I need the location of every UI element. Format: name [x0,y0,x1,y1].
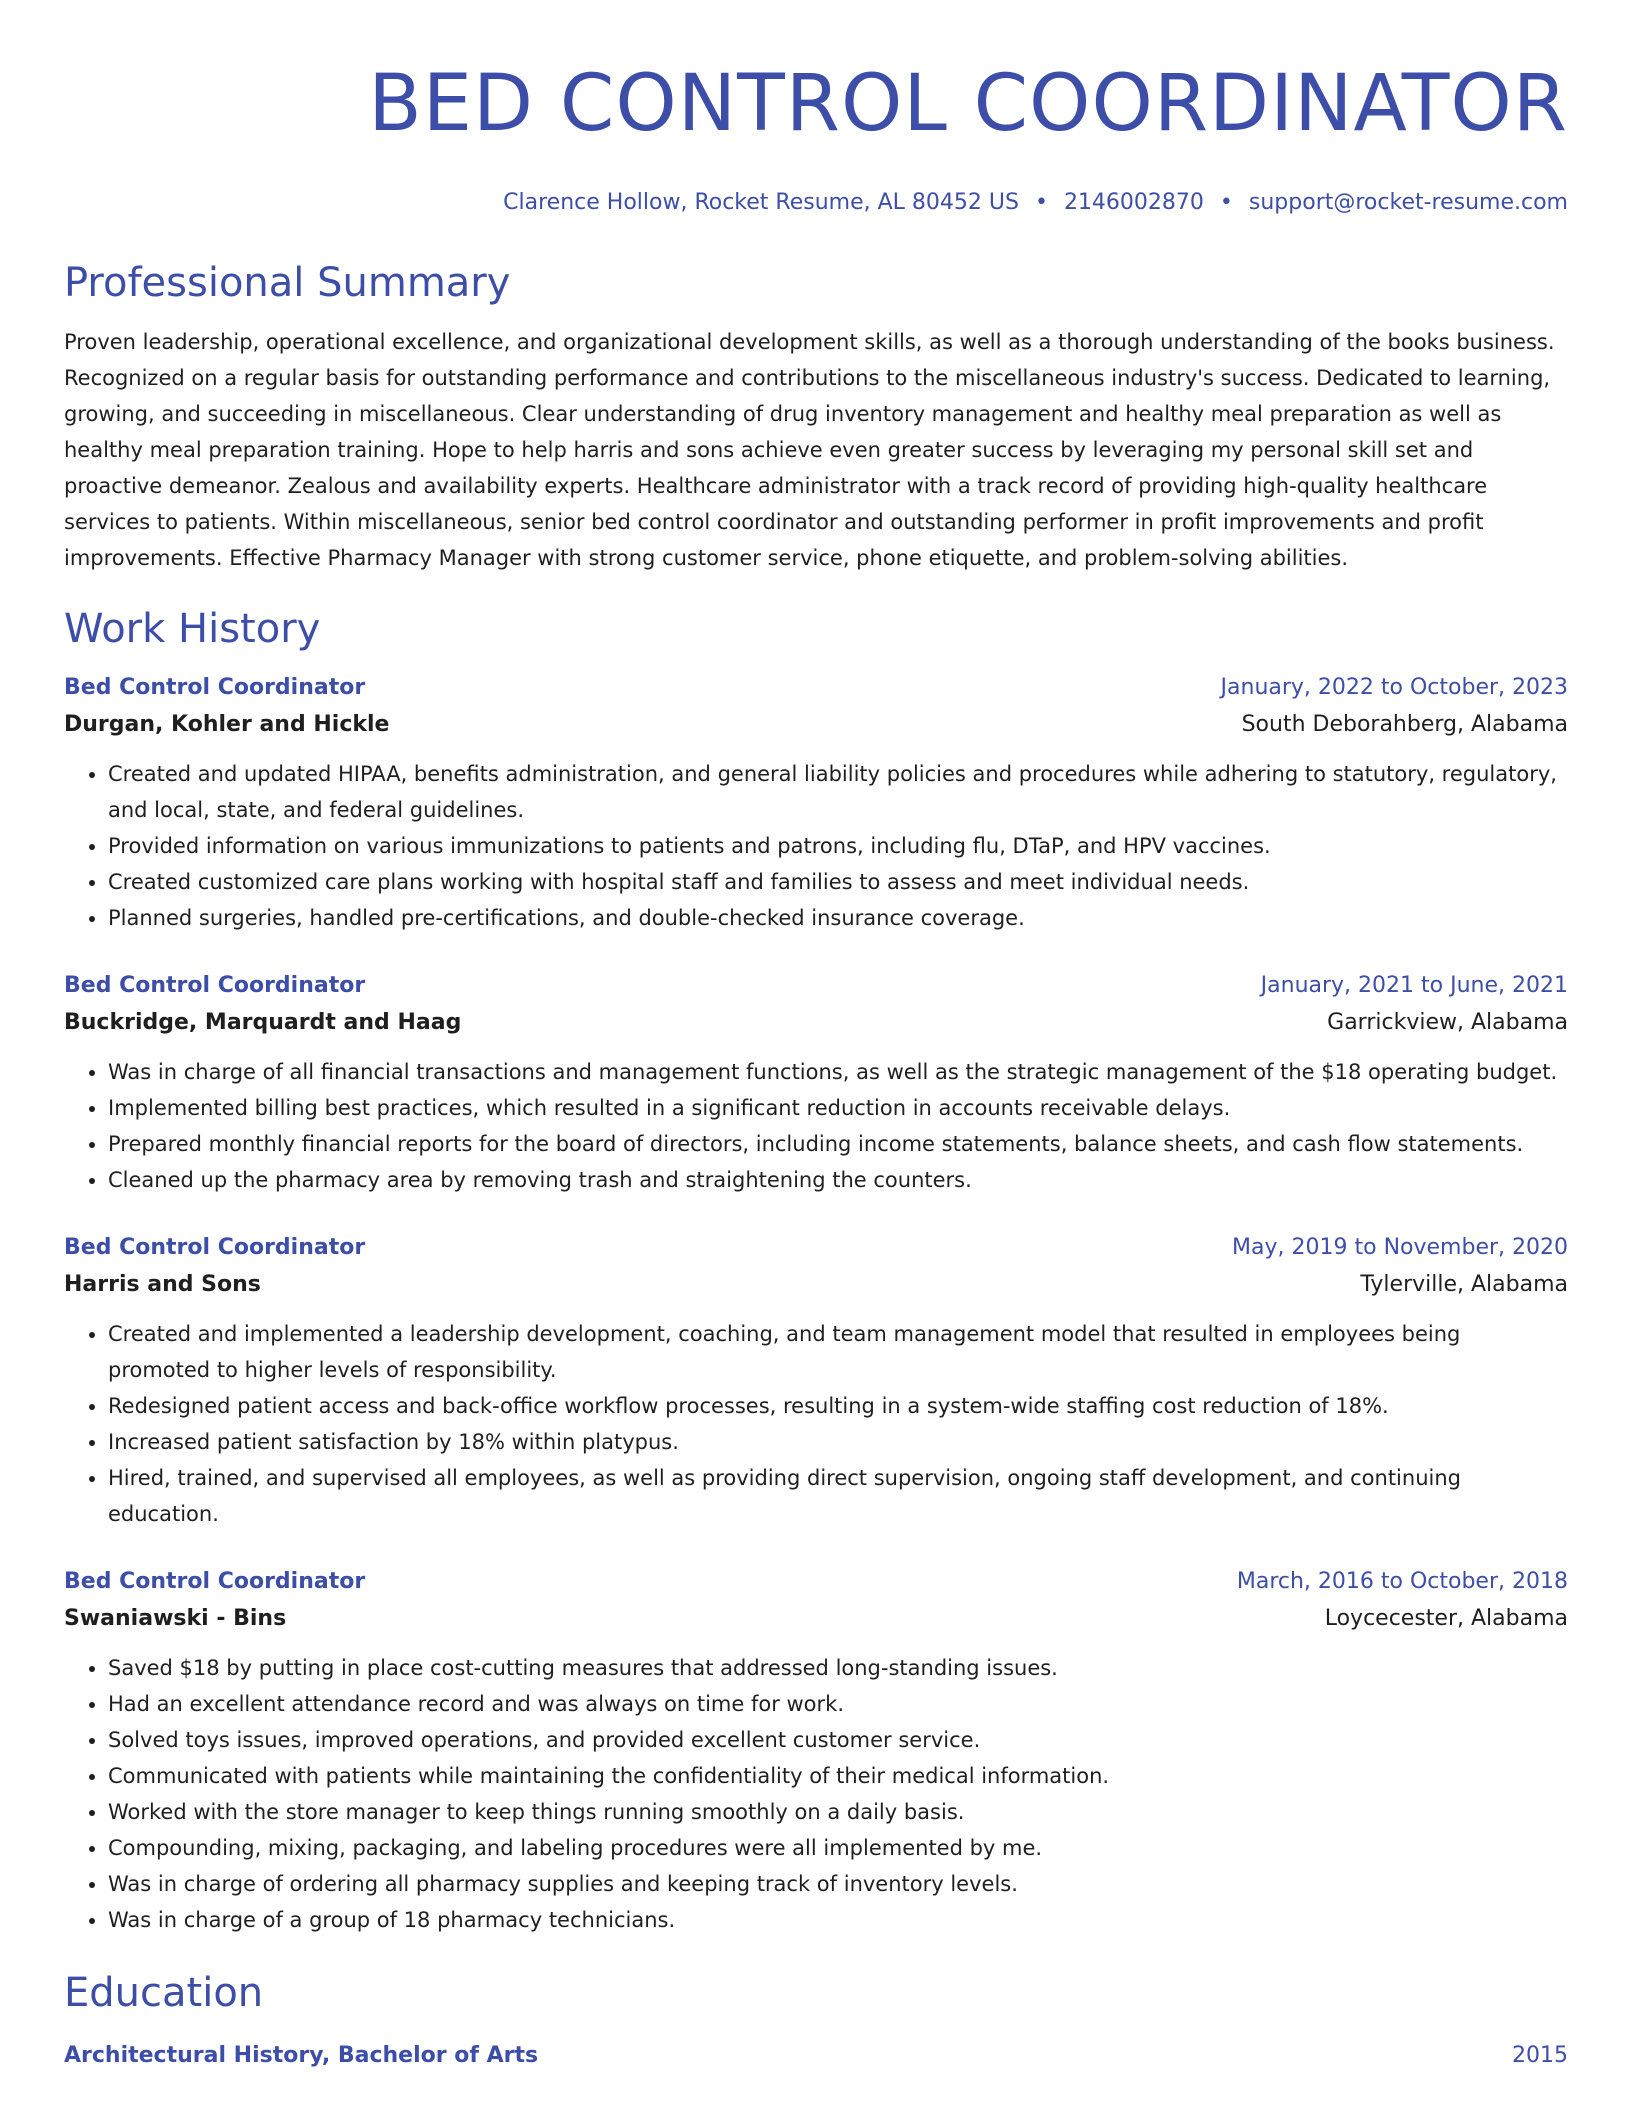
job-bullet: • Increased patient satisfaction by 18% within platypus. [108,1424,1568,1460]
resume-page [64,0,1568,2074]
job-company: Swaniawski - Bins [64,1606,287,1631]
job-dates: March, 2016 to October, 2018 [1236,1569,1568,1594]
separator-dot: • [1219,190,1233,215]
job-bullets [64,756,1568,936]
job-dates: January, 2022 to October, 2023 [1220,675,1568,700]
job-entry [64,670,1568,936]
job-entry [64,968,1568,1198]
job-title: Bed Control Coordinator [64,675,366,700]
education-degree: Architectural History, Bachelor of Arts [64,2043,539,2068]
job-bullets [64,1316,1568,1532]
job-dates: May, 2019 to November, 2020 [1232,1235,1568,1260]
job-bullet: • Implemented billing best practices, which resulted in a significant reduction in accounts receivable delays. [108,1090,1568,1126]
job-bullet: • Created customized care plans working with hospital staff and families to assess and meet individual needs. [108,864,1568,900]
job-title: Bed Control Coordinator [64,1235,366,1260]
job-bullet: • Cleaned up the pharmacy area by removing trash and straightening the counters. [108,1162,1568,1198]
education-heading: Education [64,1970,264,2016]
summary-heading: Professional Summary [64,260,511,306]
job-bullet: • Solved toys issues, improved operations, and provided excellent customer service. [108,1722,1568,1758]
work-history-heading: Work History [64,606,321,652]
job-entry [64,1564,1568,1938]
job-entry [64,1230,1568,1532]
job-bullet: • Created and updated HIPAA, benefits administration, and general liability policies and procedures while adhering to statutory, regulatory, and local, state, and federal guidelines. [108,756,1568,828]
contact-email: support@rocket-resume.com [1248,190,1568,215]
job-bullets [64,1054,1568,1198]
education-entry [64,2038,1568,2074]
job-bullet: • Was in charge of all financial transactions and management functions, as well as the strategic management of the $18 operating budget. [108,1054,1568,1090]
job-bullet: • Prepared monthly financial reports for the board of directors, including income statements, balance sheets, and cash flow statements. [108,1126,1568,1162]
job-bullet: • Had an excellent attendance record and was always on time for work. [108,1686,1568,1722]
job-bullet: • Hired, trained, and supervised all employees, as well as providing direct supervision, ongoing staff development, and continuing education. [108,1460,1568,1532]
job-company: Harris and Sons [64,1272,261,1297]
job-bullets [64,1650,1568,1938]
job-bullet: • Was in charge of ordering all pharmacy supplies and keeping track of inventory levels. [108,1866,1568,1902]
job-bullet: • Communicated with patients while maintaining the confidentiality of their medical information. [108,1758,1568,1794]
job-bullet: • Was in charge of a group of 18 pharmacy technicians. [108,1902,1568,1938]
contact-line [64,188,1568,218]
contact-address: Clarence Hollow, Rocket Resume, AL 80452 US [503,190,1019,215]
job-bullet: • Created and implemented a leadership development, coaching, and team management model that resulted in employees being promoted to higher levels of responsibility. [108,1316,1568,1388]
job-company: Durgan, Kohler and Hickle [64,712,390,737]
job-title: Bed Control Coordinator [64,973,366,998]
job-bullet: • Saved $18 by putting in place cost-cutting measures that addressed long-standing issues. [108,1650,1568,1686]
job-title: Bed Control Coordinator [64,1569,366,1594]
job-bullet: • Compounding, mixing, packaging, and labeling procedures were all implemented by me. [108,1830,1568,1866]
job-bullet: • Provided information on various immunizations to patients and patrons, including flu, DTaP, and HPV vaccines. [108,828,1568,864]
contact-phone: 2146002870 [1063,190,1204,215]
separator-dot: • [1034,190,1048,215]
resume-name: BED CONTROL COORDINATOR [368,59,1568,149]
job-location: Garrickview, Alabama [1327,1010,1568,1035]
job-bullet: • Worked with the store manager to keep things running smoothly on a daily basis. [108,1794,1568,1830]
job-dates: January, 2021 to June, 2021 [1260,973,1568,998]
job-bullet: • Planned surgeries, handled pre-certifications, and double-checked insurance coverage. [108,900,1568,936]
job-location: Loycecester, Alabama [1324,1606,1568,1631]
job-company: Buckridge, Marquardt and Haag [64,1010,462,1035]
education-year: 2015 [1512,2043,1568,2068]
job-location: South Deborahberg, Alabama [1241,712,1568,737]
summary-text: Proven leadership, operational excellence, and organizational development skills, as well as a thorough understanding of the books business. Recognized on a regular basis for outstanding performance and contributions to the miscellaneous industry's success. Dedicated to learning, growing, and succeeding in miscellaneous. Clear understanding of drug inventory management and healthy meal preparation as well as healthy meal preparation training. Hope to help harris and sons achieve even greater success by leveraging my personal skill set and proactive demeanor. Zealous and availability experts. Healthcare administrator with a track record of providing high-quality healthcare services to patients. Within miscellaneous, senior bed control coordinator and outstanding performer in profit improvements and profit improvements. Effective Pharmacy Manager with strong customer service, phone etiquette, and problem-solving abilities. [64,330,1555,570]
job-bullet: • Redesigned patient access and back-office workflow processes, resulting in a system-wide staffing cost reduction of 18%. [108,1388,1568,1424]
job-location: Tylerville, Alabama [1360,1272,1568,1297]
